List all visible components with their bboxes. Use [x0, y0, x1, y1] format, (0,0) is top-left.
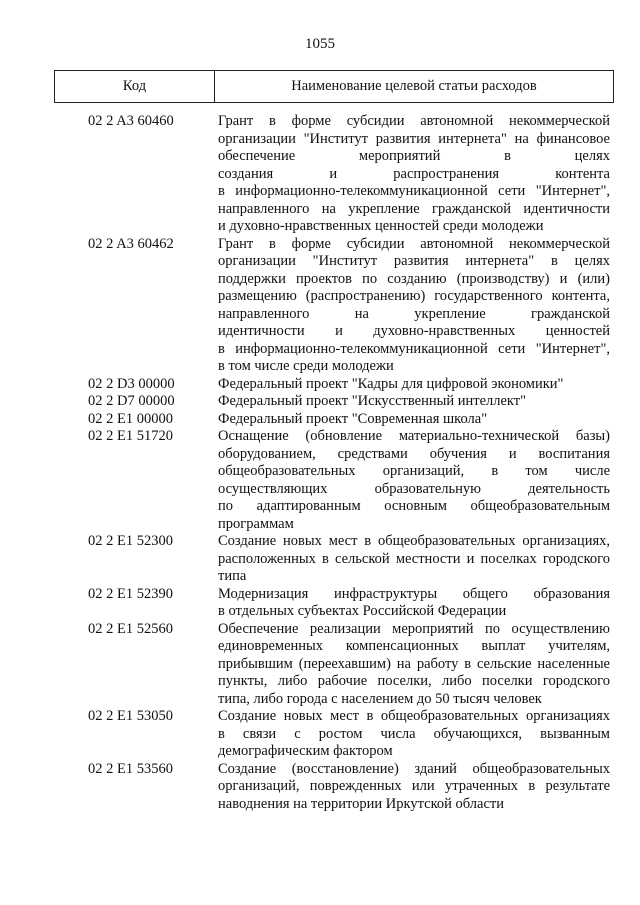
description-line: Создание (восстановление) зданий общеобразовательных — [218, 760, 610, 777]
description-line: Создание новых мест в общеобразовательных организациях, — [218, 533, 610, 549]
entry-row — [0, 621, 640, 709]
description-line: наводнения на территории Иркутской области — [218, 795, 504, 812]
entry-row — [0, 113, 640, 236]
description-line: создания и распространения контента — [218, 165, 610, 182]
description-line: Обеспечение реализации мероприятий по осуществлению — [218, 620, 610, 637]
description-line: и духовно-нравственных ценностей среди молодежи — [218, 218, 544, 234]
description-line: осуществляющих образовательную деятельность — [218, 480, 610, 497]
description-line: идентичности и духовно-нравственных ценностей — [218, 323, 610, 339]
entry-code: 02 2 A3 60462 — [88, 235, 174, 252]
description-line: Модернизация инфраструктуры общего образования — [218, 585, 610, 602]
entry-description — [218, 621, 610, 709]
header-name-cell: Наименование целевой статьи расходов — [291, 78, 537, 94]
entry-description — [218, 761, 610, 814]
description-line: в том числе среди молодежи — [218, 358, 394, 374]
entry-row — [0, 761, 640, 814]
header-code-cell: Код — [55, 71, 215, 102]
entry-row — [0, 393, 640, 411]
entry-description — [218, 113, 610, 236]
entry-description — [218, 236, 610, 376]
description-line: пункты, либо рабочие поселки, либо поселки городского — [218, 673, 610, 689]
entry-code: 02 2 D3 00000 — [88, 375, 175, 392]
entry-code: 02 2 E1 52390 — [88, 585, 173, 602]
entry-code: 02 2 A3 60460 — [88, 113, 174, 129]
description-line: в отдельных субъектах Российской Федерации — [218, 603, 507, 619]
entry-description — [218, 708, 610, 761]
description-line: по адаптированным основным общеобразовательным — [218, 498, 610, 514]
description-line: прибывшим (переехавшим) на работу в сельские населенные — [218, 655, 610, 672]
description-line: в связи с ростом числа обучающихся, вызванным — [218, 725, 610, 742]
description-line: Оснащение (обновление материально-технической базы) — [218, 428, 610, 444]
entry-code: 02 2 E1 00000 — [88, 410, 173, 427]
table-header — [54, 70, 614, 103]
description-line: Грант в форме субсидии автономной некоммерческой — [218, 235, 610, 252]
entry-description — [218, 376, 610, 394]
description-line: направленного на укрепление гражданской — [218, 305, 610, 322]
entry-code: 02 2 E1 51720 — [88, 428, 173, 444]
entry-row — [0, 376, 640, 394]
description-line: Создание новых мест в общеобразовательных организациях — [218, 708, 610, 724]
entry-row — [0, 708, 640, 761]
description-line: организации "Институт развития интернета" на финансовое — [218, 130, 610, 147]
description-line: общеобразовательных организаций, в том числе — [218, 463, 610, 479]
description-line: Грант в форме субсидии автономной некоммерческой — [218, 113, 610, 129]
entry-row — [0, 428, 640, 533]
entry-row — [0, 411, 640, 429]
description-line: Федеральный проект "Искусственный интеллект" — [218, 393, 527, 409]
entry-code: 02 2 E1 53560 — [88, 760, 173, 777]
entry-description — [218, 533, 610, 586]
entry-description — [218, 586, 610, 621]
entry-description — [218, 393, 610, 411]
description-line: типа, либо города с населением до 50 тысяч человек — [218, 690, 542, 707]
description-line: единовременных компенсационных выплат учителям, — [218, 638, 610, 654]
description-line: в информационно-телекоммуникационной сети "Интернет", — [218, 183, 610, 199]
description-line: организаций, поврежденных или утраченных в результате — [218, 778, 610, 794]
description-line: в информационно-телекоммуникационной сети "Интернет", — [218, 340, 610, 357]
description-line: Федеральный проект "Современная школа" — [218, 410, 488, 427]
entry-code: 02 2 D7 00000 — [88, 393, 175, 409]
description-line: демографическим фактором — [218, 743, 393, 759]
entry-row — [0, 236, 640, 376]
entries-list — [0, 113, 640, 813]
entry-code: 02 2 E1 53050 — [88, 708, 173, 724]
entry-row — [0, 586, 640, 621]
description-line: направленного на укрепление гражданской идентичности — [218, 200, 610, 217]
description-line: организации "Институт развития интернета" в целях — [218, 253, 610, 269]
description-line: обеспечение мероприятий в целях — [218, 148, 610, 164]
description-line: типа — [218, 568, 247, 584]
description-line: оборудованием, средствами обучения и воспитания — [218, 445, 610, 462]
entry-row — [0, 533, 640, 586]
description-line: программам — [218, 515, 294, 532]
entry-description — [218, 428, 610, 533]
description-line: Федеральный проект "Кадры для цифровой экономики" — [218, 375, 564, 392]
description-line: размещению (распространению) государственного контента, — [218, 288, 610, 304]
page-number: 1055 — [305, 36, 335, 52]
entry-description — [218, 411, 610, 429]
entry-code: 02 2 E1 52560 — [88, 620, 173, 637]
description-line: поддержки проектов по созданию (производству) и (или) — [218, 270, 610, 287]
entry-code: 02 2 E1 52300 — [88, 533, 173, 549]
description-line: расположенных в сельской местности и поселках городского — [218, 550, 610, 567]
